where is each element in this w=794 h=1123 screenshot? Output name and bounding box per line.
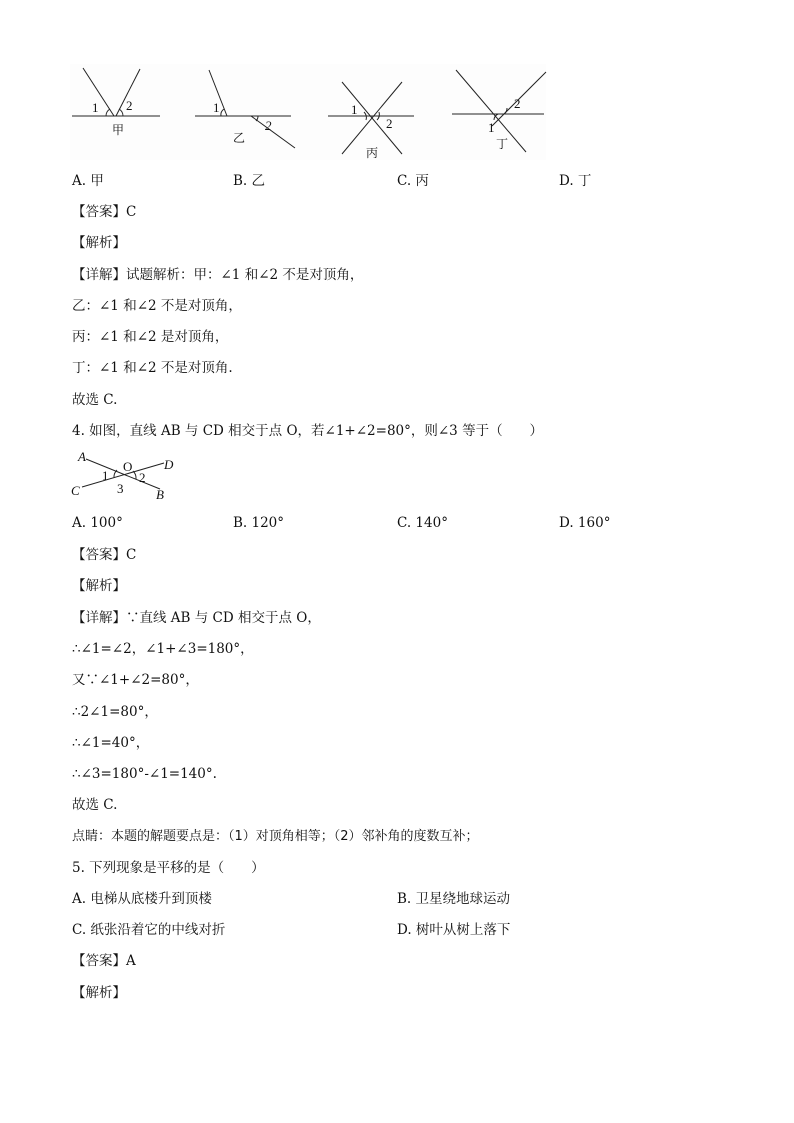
q5-analysis-heading: 【解析】: [72, 985, 126, 1001]
q5-answer: 【答案】A: [72, 953, 136, 969]
fig-ding-label: 丁: [496, 137, 509, 151]
q4-analysis-heading: 【解析】: [72, 578, 126, 594]
q5-option-d[interactable]: D. 树叶从树上落下: [397, 922, 511, 938]
fig-bing-label: 丙: [366, 146, 379, 160]
fig-jia-angle1: 1: [92, 100, 99, 115]
q4-option-c[interactable]: C. 140°: [397, 515, 448, 531]
q4-angle-2: 2: [139, 470, 146, 485]
fig-yi-angle1: 1: [213, 100, 220, 115]
q4-angle-3: 3: [117, 481, 124, 496]
q4-option-b[interactable]: B. 120°: [233, 515, 285, 531]
q3-option-a[interactable]: A. 甲: [72, 173, 104, 189]
q4-option-a[interactable]: A. 100°: [72, 515, 123, 531]
q4-remark: 点睛：本题的解题要点是：（1）对顶角相等；（2）邻补角的度数互补；: [72, 829, 479, 844]
q4-point-a: A: [78, 449, 86, 464]
q5-option-c[interactable]: C. 纸张沿着它的中线对折: [72, 922, 226, 938]
figure-yi: [195, 64, 305, 156]
q3-detail-line-4: 丁：∠1 和∠2 不是对顶角.: [72, 360, 233, 376]
q3-detail-line-2: 乙：∠1 和∠2 不是对顶角，: [72, 298, 242, 314]
q3-option-d[interactable]: D. 丁: [559, 173, 592, 189]
q4-detail-line-7: 故选 C.: [72, 797, 118, 813]
fig-bing-angle1: 1: [351, 102, 358, 117]
q3-option-c[interactable]: C. 丙: [397, 173, 429, 189]
fig-yi-angle2: 2: [265, 118, 272, 133]
fig-yi-label: 乙: [233, 131, 246, 145]
figure-jia: [70, 64, 162, 154]
q4-detail-line-3: 又∵∠1+∠2=80°，: [72, 672, 199, 688]
q4-detail-line-1: 【详解】∵直线 AB 与 CD 相交于点 O，: [72, 610, 321, 626]
q4-point-b: B: [156, 487, 164, 502]
q5-option-b[interactable]: B. 卫星绕地球运动: [397, 891, 511, 907]
figure-ding: [450, 64, 546, 158]
q4-detail-line-4: ∴2∠1=80°，: [72, 704, 158, 720]
q3-detail-line-1: 【详解】试题解析：甲：∠1 和∠2 不是对顶角，: [72, 267, 364, 283]
fig-ding-angle2: 2: [514, 96, 521, 111]
fig-jia-label: 甲: [112, 123, 125, 137]
q4-detail-line-2: ∴∠1=∠2，∠1+∠3=180°，: [72, 641, 254, 657]
q4-stem: 4. 如图，直线 AB 与 CD 相交于点 O，若∠1+∠2=80°，则∠3 等于（ ）: [72, 423, 544, 439]
fig-jia-angle2: 2: [126, 98, 133, 113]
q3-analysis-heading: 【解析】: [72, 235, 126, 251]
q5-option-a[interactable]: A. 电梯从底楼升到顶楼: [72, 891, 212, 907]
q4-option-d[interactable]: D. 160°: [559, 515, 611, 531]
q3-detail-line-5: 故选 C.: [72, 392, 118, 408]
q4-point-d: D: [164, 457, 174, 472]
q3-answer: 【答案】C: [72, 204, 137, 220]
q4-detail-line-5: ∴∠1=40°，: [72, 735, 150, 751]
q4-answer: 【答案】C: [72, 547, 137, 563]
q4-figure: [68, 447, 180, 505]
q3-option-b[interactable]: B. 乙: [233, 173, 266, 189]
q4-detail-line-6: ∴∠3=180°-∠1=140°.: [72, 766, 217, 782]
q4-angle-1: 1: [102, 468, 109, 483]
fig-ding-angle1: 1: [488, 120, 495, 135]
q3-detail-line-3: 丙：∠1 和∠2 是对顶角，: [72, 329, 229, 345]
figure-bing: [328, 64, 418, 160]
q4-point-c: C: [71, 483, 80, 498]
q4-point-o: O: [123, 459, 133, 474]
fig-bing-angle2: 2: [386, 116, 393, 131]
q5-stem: 5. 下列现象是平移的是（ ）: [72, 860, 265, 876]
